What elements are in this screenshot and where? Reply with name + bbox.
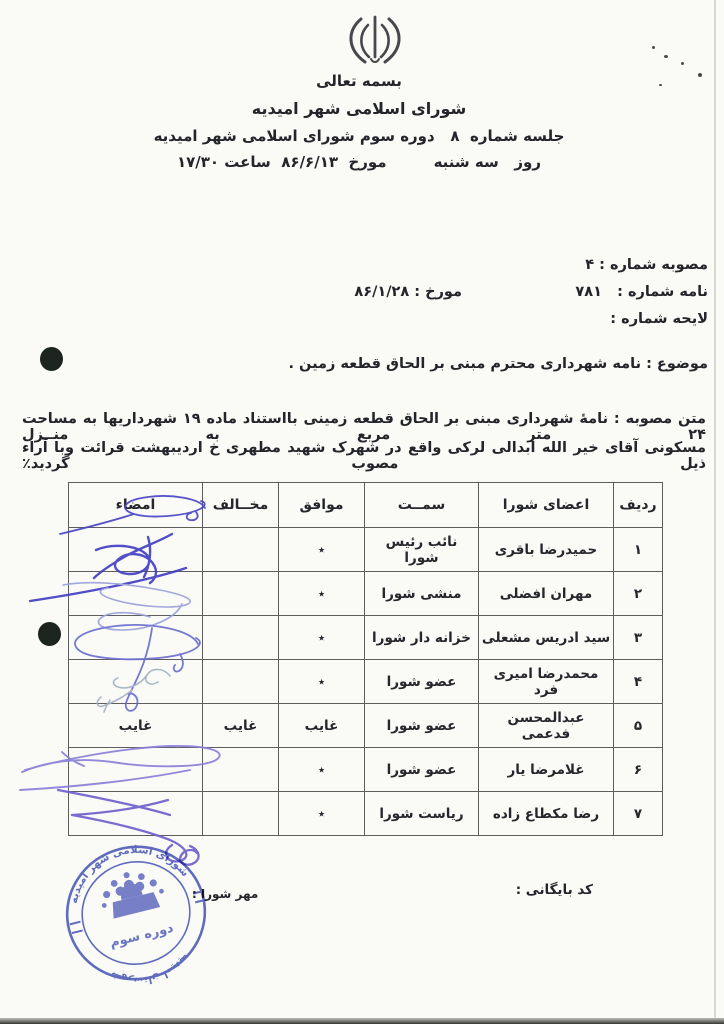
letter-date: مورخ : ۸۶/۱/۲۸: [354, 284, 462, 300]
scan-edge-right: [714, 0, 716, 1024]
subject-line: موضوع : نامه شهرداری محترم مبنی بر الحاق قطعه زمین .: [288, 356, 708, 372]
col-header-agree: موافق: [279, 483, 365, 528]
disagree-mark: [203, 748, 279, 792]
archive-code-label: کد بایگانی :: [515, 882, 593, 898]
signature-cell: [69, 792, 203, 836]
scan-speck: [681, 62, 684, 65]
signature-cell: [69, 616, 203, 660]
member-name: مهران افضلی: [479, 572, 614, 616]
bill-number: لایحه شماره :: [610, 311, 708, 327]
member-name: عبدالمحسن فدعمی: [479, 704, 614, 748]
punch-hole-bottom: [38, 622, 61, 646]
letter-number: نامه شماره : ۷۸۱: [575, 284, 708, 300]
table-row: [69, 616, 663, 660]
col-header-member: اعضای شورا: [479, 483, 614, 528]
resolution-text-line-2: مسکونی آقای خیر الله ابدالی لرکی واقع در شهرک شهید مطهری خ اردیبهشت قرائت وبا آراء ذیل مصوب گردید٪: [22, 440, 706, 472]
disagree-mark: [203, 528, 279, 572]
disagree-mark: [203, 792, 279, 836]
svg-text:شهرستان امیدیه: [107, 950, 195, 994]
scan-speck: [652, 46, 655, 49]
member-position: ریاست شورا: [365, 792, 479, 836]
scan-speck: [664, 55, 668, 58]
punch-hole-top: [40, 347, 63, 371]
schedule-line: روز سه شنبه مورخ ۸۶/۶/۱۳ ساعت ۱۷/۳۰: [176, 153, 542, 171]
scan-speck: [698, 73, 702, 77]
table-row: [69, 748, 663, 792]
col-header-signature: امضاء: [69, 483, 203, 528]
agree-mark: ٭: [279, 660, 365, 704]
signature-cell: [69, 528, 203, 572]
row-number: ۱: [614, 528, 663, 572]
signature-cell: غایب: [69, 704, 203, 748]
agree-mark: ٭: [279, 616, 365, 660]
stamp-ring-text-top: شورای اسلامی شهر امیدیه: [67, 843, 192, 905]
col-header-disagree: مخــالف: [203, 483, 279, 528]
member-position: نائب رئیس شورا: [365, 528, 479, 572]
member-name: حمیدرضا باقری: [479, 528, 614, 572]
member-name: محمدرضا امیری فرد: [479, 660, 614, 704]
iran-emblem-icon: [338, 12, 412, 70]
agree-mark: ٭: [279, 528, 365, 572]
table-row: [69, 792, 663, 836]
scan-edge-bottom: [0, 1018, 724, 1024]
agree-mark: ٭: [279, 792, 365, 836]
col-header-row-number: ردیف: [614, 483, 663, 528]
members-vote-table: [68, 482, 663, 836]
member-position: منشی شورا: [365, 572, 479, 616]
row-number: ۴: [614, 660, 663, 704]
document-header: [0, 72, 718, 171]
signature-cell: [69, 572, 203, 616]
disagree-mark: [203, 660, 279, 704]
col-header-position: سمــت: [365, 483, 479, 528]
row-number: ۵: [614, 704, 663, 748]
scan-speck: [659, 84, 662, 86]
stamp-ring-text-bottom: شهرستان امیدیه: [108, 951, 192, 986]
table-row: [69, 660, 663, 704]
table-row: [69, 704, 663, 748]
row-number: ۷: [614, 792, 663, 836]
stamp-center-text: دوره سوم: [108, 920, 175, 951]
signature-cell: [69, 660, 203, 704]
table-row: [69, 528, 663, 572]
agree-mark: ٭: [279, 748, 365, 792]
stamp-emblem-ornament: [95, 864, 167, 920]
member-position: عضو شورا: [365, 704, 479, 748]
row-number: ۳: [614, 616, 663, 660]
member-name: رضا مکطاع زاده: [479, 792, 614, 836]
approval-number: مصوبه شماره : ۴: [585, 257, 708, 273]
resolution-text-line-1: متن مصوبه : نامۀ شهرداری مبنی بر الحاق قطعه زمینی بااستناد ماده ۱۹ شهرداریها به مساحت ۲۴ متر مربع به منــزل: [22, 411, 706, 443]
member-position: عضو شورا: [365, 748, 479, 792]
agree-mark: ٭: [279, 572, 365, 616]
member-name: سید ادریس مشعلی: [479, 616, 614, 660]
agree-mark: غایب: [279, 704, 365, 748]
signature-cell: [69, 748, 203, 792]
member-position: عضو شورا: [365, 660, 479, 704]
council-stamp-label: مهر شورا :: [192, 887, 259, 901]
council-stamp: [50, 830, 230, 995]
table-row: [69, 572, 663, 616]
disagree-mark: [203, 572, 279, 616]
disagree-mark: [203, 616, 279, 660]
council-name: شورای اسلامی شهر امیدیه: [251, 99, 467, 118]
bismillah-line: بسمه تعالی: [316, 72, 402, 90]
session-line: جلسه شماره ۸ دوره سوم شورای اسلامی شهر امیدیه: [153, 127, 565, 145]
member-position: خزانه دار شورا: [365, 616, 479, 660]
row-number: ۲: [614, 572, 663, 616]
row-number: ۶: [614, 748, 663, 792]
disagree-mark: غایب: [203, 704, 279, 748]
member-name: غلامرضا یار: [479, 748, 614, 792]
table-header-row: [69, 483, 663, 528]
